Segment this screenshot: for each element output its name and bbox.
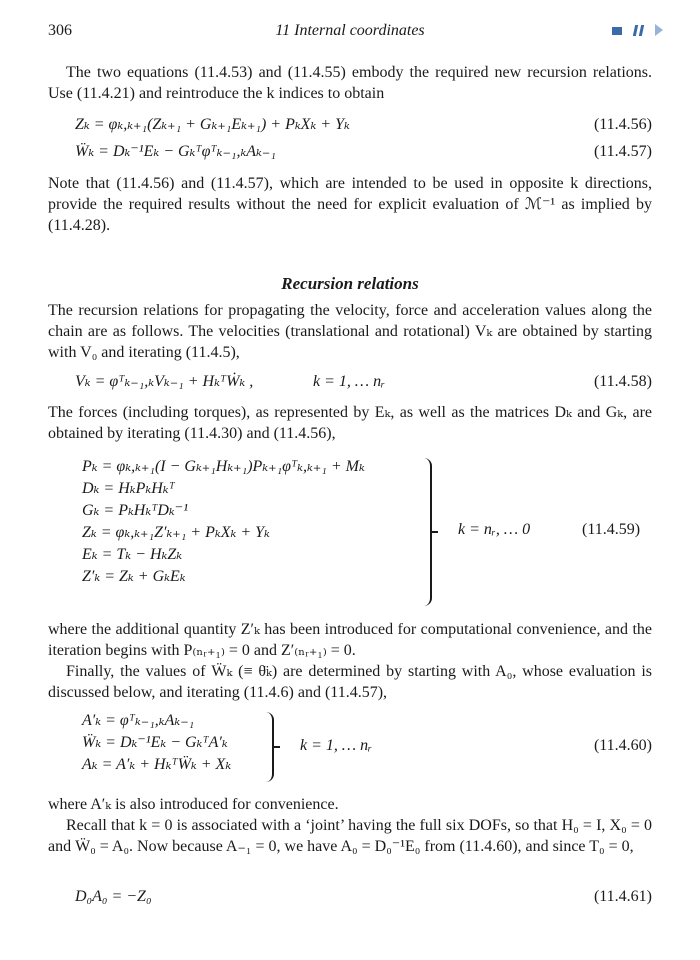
page-number: 306	[48, 22, 72, 39]
paragraph-3	[48, 300, 652, 363]
equation-number: (11.4.60)	[593, 737, 652, 754]
equation-row: Zₖ = φₖ,ₖ₊₁Z′ₖ₊₁ + PₖXₖ + Yₖ	[82, 524, 270, 541]
equation-number: (11.4.61)	[593, 888, 652, 905]
right-brace	[420, 458, 432, 606]
paragraph-text: The two equations (11.4.53) and (11.4.55) embody the required new recursion relations. Use (11.4.21) and reintroduce the k indices to obtain	[48, 64, 652, 102]
paragraph-5	[48, 619, 652, 703]
equation-number: (11.4.56)	[593, 116, 652, 133]
play-icon[interactable]	[655, 24, 663, 36]
media-controls	[612, 24, 663, 36]
right-brace	[262, 712, 274, 782]
paragraph-text: Note that (11.4.56) and (11.4.57), which are intended to be used in opposite k directions, provide the required results without the need for explicit evaluation of ℳ⁻¹ as implied by (11.4.28).	[48, 175, 652, 234]
equation-row: Aₖ = A′ₖ + HₖᵀẄₖ + Xₖ	[82, 756, 232, 773]
stop-icon[interactable]	[612, 27, 622, 35]
equation-row: Eₖ = Tₖ − HₖZₖ	[82, 546, 183, 563]
equation-body: Vₖ = φᵀₖ₋₁,ₖVₖ₋₁ + HₖᵀẆₖ ,	[75, 373, 254, 390]
equation-11-4-61	[75, 886, 652, 908]
paragraph-text: Finally, the values of Ẅₖ (≡ θ̈ₖ) are determined by starting with A₀, whose evaluation is discussed below, and iterating (11.4.6) and (11.4.57),	[48, 663, 652, 701]
equation-number: (11.4.59)	[582, 521, 641, 538]
equation-row: Dₖ = HₖPₖHₖᵀ	[82, 480, 175, 497]
equation-number: (11.4.58)	[593, 373, 652, 390]
section-heading: Recursion relations	[281, 274, 419, 293]
paragraph-1	[48, 62, 652, 104]
paragraph-7	[48, 794, 652, 857]
equation-condition: k = 1, … nᵣ	[300, 737, 373, 754]
equation-condition: k = nᵣ, … 0	[458, 521, 531, 538]
pause-icon[interactable]	[634, 25, 643, 36]
equation-body: Ẅₖ = Dₖ⁻¹Eₖ − Gₖᵀφᵀₖ₋₁,ₖAₖ₋₁	[75, 143, 276, 160]
paragraph-text: The recursion relations for propagating the velocity, force and acceleration values along the chain are as follows. The velocities (translational and rotational) Vₖ are obtained by starting with V₀ and iterating (11.4.5),	[48, 302, 652, 361]
equation-condition: k = 1, … nᵣ	[313, 373, 386, 390]
paragraph-text: Recall that k = 0 is associated with a ‘joint’ having the full six DOFs, so that H₀ = I, X₀ = 0 and Ẅ₀ = A₀. Now because A₋₁ = 0, we have A₀ = D₀⁻¹E₀ from (11.4.60), and since T₀ = 0,	[48, 817, 652, 855]
equation-number: (11.4.57)	[593, 143, 652, 160]
equation-11-4-56	[75, 114, 652, 136]
equation-system-11-4-60	[82, 710, 231, 776]
equation-row: Gₖ = PₖHₖᵀDₖ⁻¹	[82, 502, 188, 519]
equation-row: Ẅₖ = Dₖ⁻¹Eₖ − GₖᵀA′ₖ	[82, 734, 228, 751]
equation-body: D₀A₀ = −Z₀	[75, 888, 152, 905]
equation-11-4-58	[75, 371, 652, 393]
equation-row: A′ₖ = φᵀₖ₋₁,ₖAₖ₋₁	[82, 712, 195, 729]
paragraph-4	[48, 402, 652, 444]
paragraph-text: where A′ₖ is also introduced for convenience.	[48, 796, 339, 813]
paragraph-text: where the additional quantity Z′ₖ has been introduced for computational convenience, and the iteration begins with P₍ₙᵣ₊₁₎ = 0 and Z′₍ₙᵣ₊₁₎ = 0.	[48, 621, 652, 659]
equation-system-11-4-59	[82, 456, 365, 588]
paragraph-2	[48, 173, 652, 236]
paragraph-text: The forces (including torques), as represented by Eₖ, as well as the matrices Dₖ and Gₖ, are obtained by iterating (11.4.30) and (11.4.56),	[48, 404, 652, 442]
equation-row: Z′ₖ = Zₖ + GₖEₖ	[82, 568, 186, 585]
equation-row: Pₖ = φₖ,ₖ₊₁(I − Gₖ₊₁Hₖ₊₁)Pₖ₊₁φᵀₖ,ₖ₊₁ + Mₖ	[82, 458, 365, 475]
equation-body: Zₖ = φₖ,ₖ₊₁(Zₖ₊₁ + Gₖ₊₁Eₖ₊₁) + PₖXₖ + Yₖ	[75, 116, 350, 133]
chapter-title: 11 Internal coordinates	[275, 22, 425, 39]
equation-11-4-57	[75, 141, 652, 163]
